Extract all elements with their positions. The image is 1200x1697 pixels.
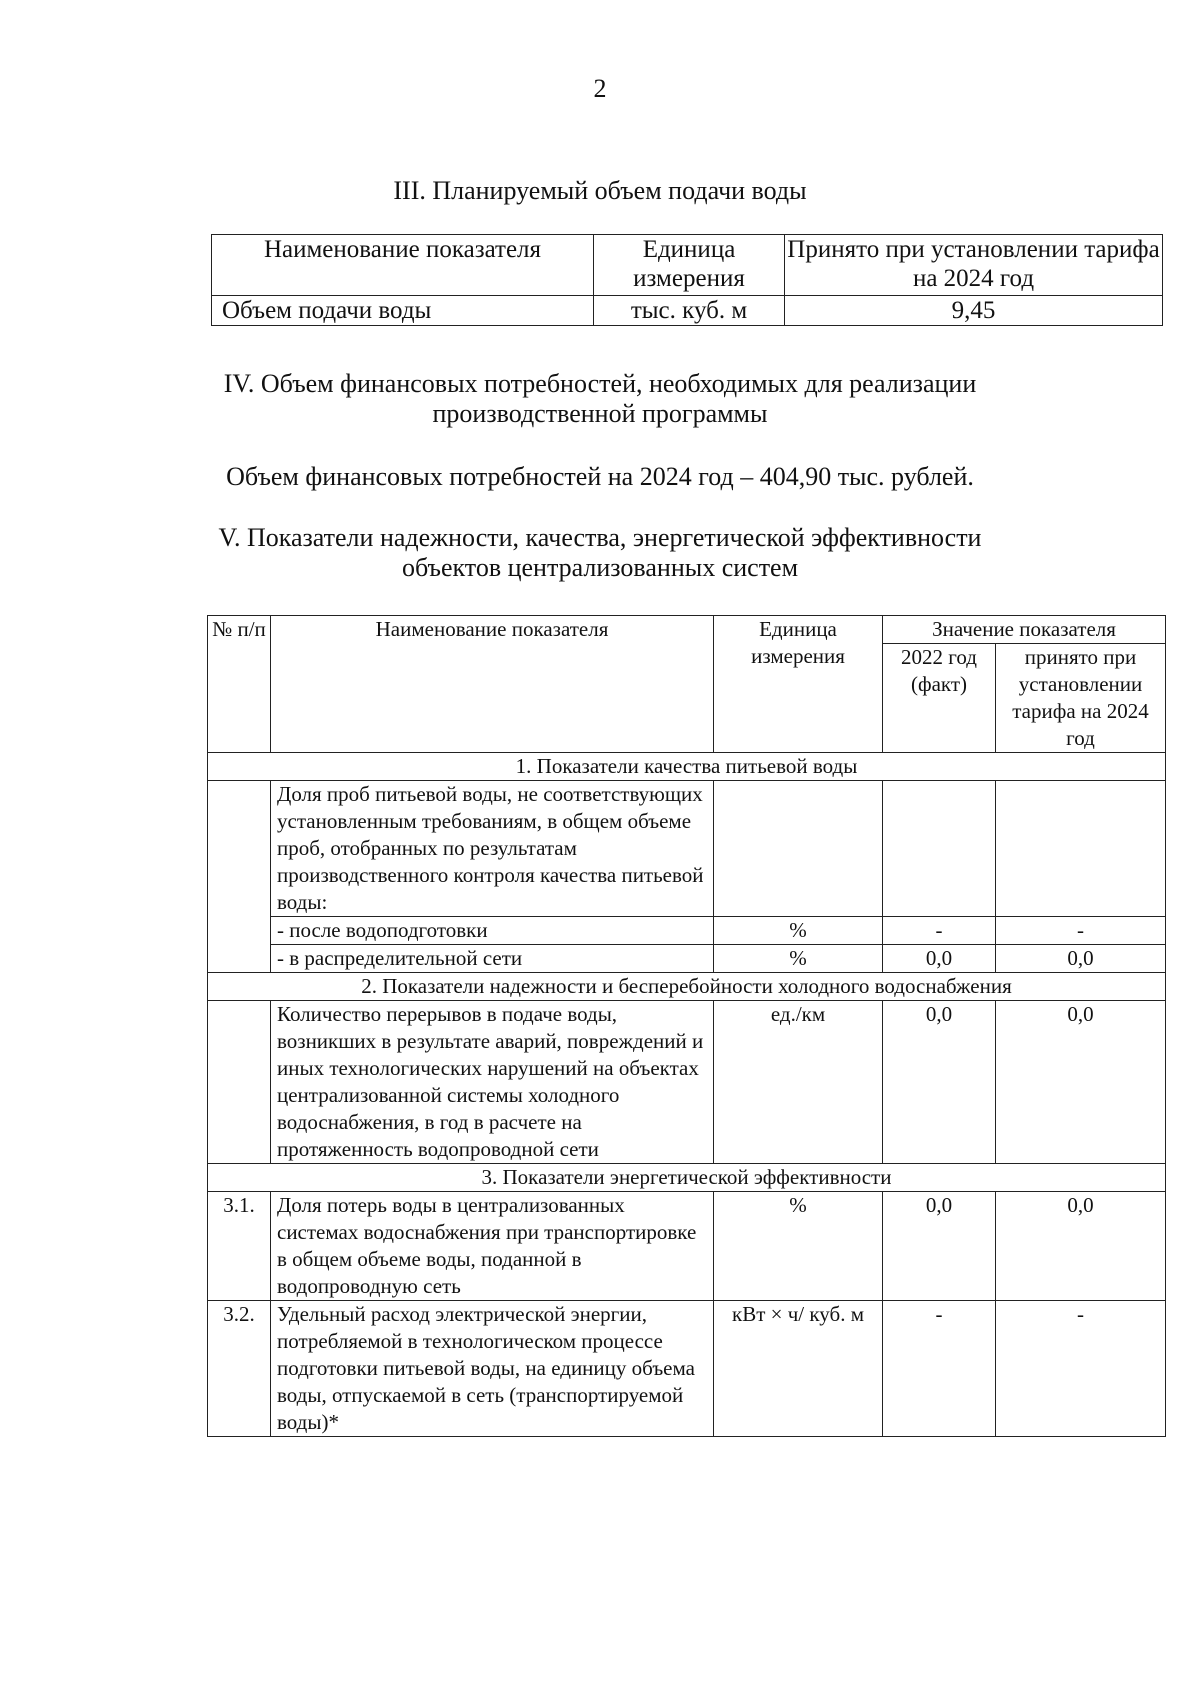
row-plan: - [996,917,1166,945]
row-unit: кВт × ч/ куб. м [714,1301,883,1437]
header-name: Наименование показателя [271,616,714,753]
row-name: Доля потерь воды в централизованных системах водоснабжения при транспортировке в общем объеме воды, поданной в водопроводную сеть [271,1192,714,1301]
row-name: Удельный расход электрической энергии, потребляемой в технологическом процессе подготовки питьевой воды, на единицу объема воды, отпускаемой в сеть (транспортируемой воды)* [271,1301,714,1437]
row-fact: - [883,1301,996,1437]
row-unit: тыс. куб. м [594,296,785,326]
row-name: Количество перерывов в подаче воды, возникших в результате аварий, повреждений и иных технологических нарушений на объектах централизованной системы холодного водоснабжения, в год в расчете на протяженность водопроводной сети [271,1001,714,1164]
row-num: 3.1. [208,1192,271,1301]
table-row [208,917,1166,945]
row-num [208,781,271,973]
page-number: 2 [593,74,607,103]
group2-title: 2. Показатели надежности и бесперебойности холодного водоснабжения [208,973,1166,1001]
header-num: № п/п [208,616,271,753]
header-tariff-value: Принято при установлении тарифа на 2024 год [785,235,1163,296]
header-unit: Единица измерения [714,616,883,753]
row-plan [996,781,1166,917]
section-row [208,1164,1166,1192]
group1-title: 1. Показатели качества питьевой воды [208,753,1166,781]
header-fact: 2022 год (факт) [883,644,996,753]
financial-needs-text: Объем финансовых потребностей на 2024 год – 404,90 тыс. рублей. [226,462,974,491]
row-plan: 0,0 [996,1192,1166,1301]
row-unit: % [714,1192,883,1301]
row-plan: 0,0 [996,1001,1166,1164]
section-row [208,973,1166,1001]
row-num: 3.2. [208,1301,271,1437]
header-unit: Единица измерения [594,235,785,296]
header-value-group: Значение показателя [883,616,1166,644]
table-row [212,296,1163,326]
section4-title: IV. Объем финансовых потребностей, необходимых для реализации производственной программы [223,369,977,428]
table-row [208,1001,1166,1164]
row-num [208,1001,271,1164]
row-fact: 0,0 [883,945,996,973]
row-unit: ед./км [714,1001,883,1164]
row-fact: 0,0 [883,1001,996,1164]
table-row [208,1301,1166,1437]
row-name: - в распределительной сети [271,945,714,973]
row-plan: - [996,1301,1166,1437]
row-fact: 0,0 [883,1192,996,1301]
row-name: - после водоподготовки [271,917,714,945]
header-indicator-name: Наименование показателя [212,235,594,296]
row-value: 9,45 [785,296,1163,326]
table-row [208,781,1166,917]
indicators-table [207,615,1166,1437]
row-unit: % [714,917,883,945]
section5-title: V. Показатели надежности, качества, энергетической эффективности объектов централизованных систем [218,523,982,582]
row-plan: 0,0 [996,945,1166,973]
row-fact [883,781,996,917]
row-unit: % [714,945,883,973]
group1-main-name: Доля проб питьевой воды, не соответствующих установленным требованиям, в общем объеме проб, отобранных по результатам производственного контроля качества питьевой воды: [271,781,714,917]
row-name: Объем подачи воды [212,296,594,326]
table-row [208,1192,1166,1301]
header-plan: принято при установлении тарифа на 2024 год [996,644,1166,753]
table-header-row [212,235,1163,296]
section-row [208,753,1166,781]
row-unit [714,781,883,917]
group3-title: 3. Показатели энергетической эффективности [208,1164,1166,1192]
row-fact: - [883,917,996,945]
table-header-row [208,616,1166,644]
supply-volume-table [211,234,1163,326]
section3-title: III. Планируемый объем подачи воды [393,176,807,205]
table-row [208,945,1166,973]
